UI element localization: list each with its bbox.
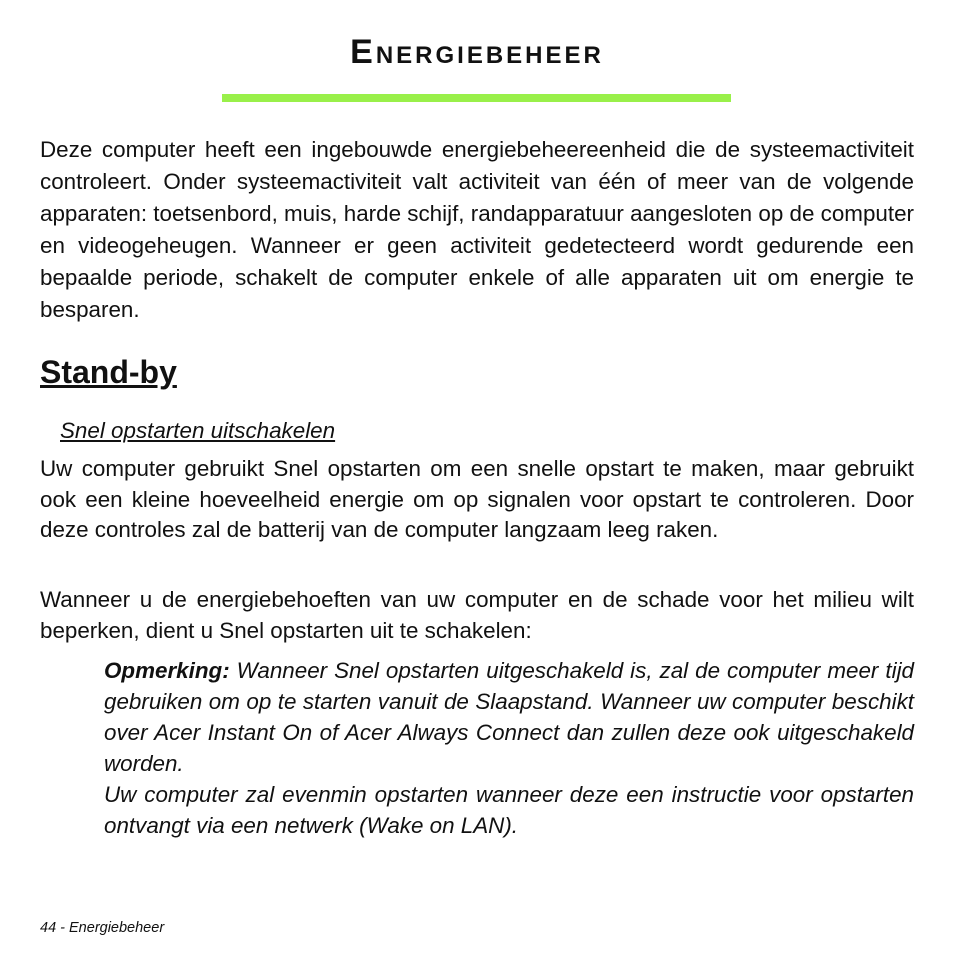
page-footer: 44 - Energiebeheer [40, 920, 165, 936]
subsection-heading: Snel opstarten uitschakelen [60, 418, 336, 443]
note-paragraph-2: Uw computer zal evenmin opstarten wanneer deze een instructie voor opstarten ontvangt via een netwerk (Wake on LAN). [104, 782, 914, 838]
title-underline-bar [222, 94, 731, 102]
body-paragraph-1: Uw computer gebruikt Snel opstarten om een snelle opstart te maken, maar gebruikt ook een kleine hoeveelheid energie om op signalen voor opstart te controleren. Door deze controles zal de batterij van de computer langzaam leeg raken. [40, 456, 914, 542]
body-paragraph-2: Wanneer u de energiebehoeften van uw computer en de schade voor het milieu wilt beperken, dient u Snel opstarten uit te schakelen: [40, 587, 914, 643]
intro-paragraph: Deze computer heeft een ingebouwde energiebeheereenheid die de systeemactiviteit controleert. Onder systeemactiviteit valt activiteit van één of meer van de volgende apparaten: toetsenbord, muis, harde schijf, randapparatuur aangesloten op de computer en videogeheugen. Wanneer er geen activiteit gedetecteerd wordt gedurende een bepaalde periode, schakelt de computer enkele of alle apparaten uit om energie te besparen. [40, 137, 914, 322]
note-label: Opmerking: [104, 658, 230, 683]
note-text-1: Wanneer Snel opstarten uitgeschakeld is, zal de computer meer tijd gebruiken om op te starten vanuit de Slaapstand. Wanneer uw computer beschikt over Acer Instant On of Acer Always Connect dan zullen deze ook uitgeschakeld worden. [104, 658, 914, 776]
note-paragraph-1 [104, 655, 914, 779]
page-title: Energiebeheer [350, 33, 604, 71]
section-heading: Stand-by [40, 354, 177, 390]
